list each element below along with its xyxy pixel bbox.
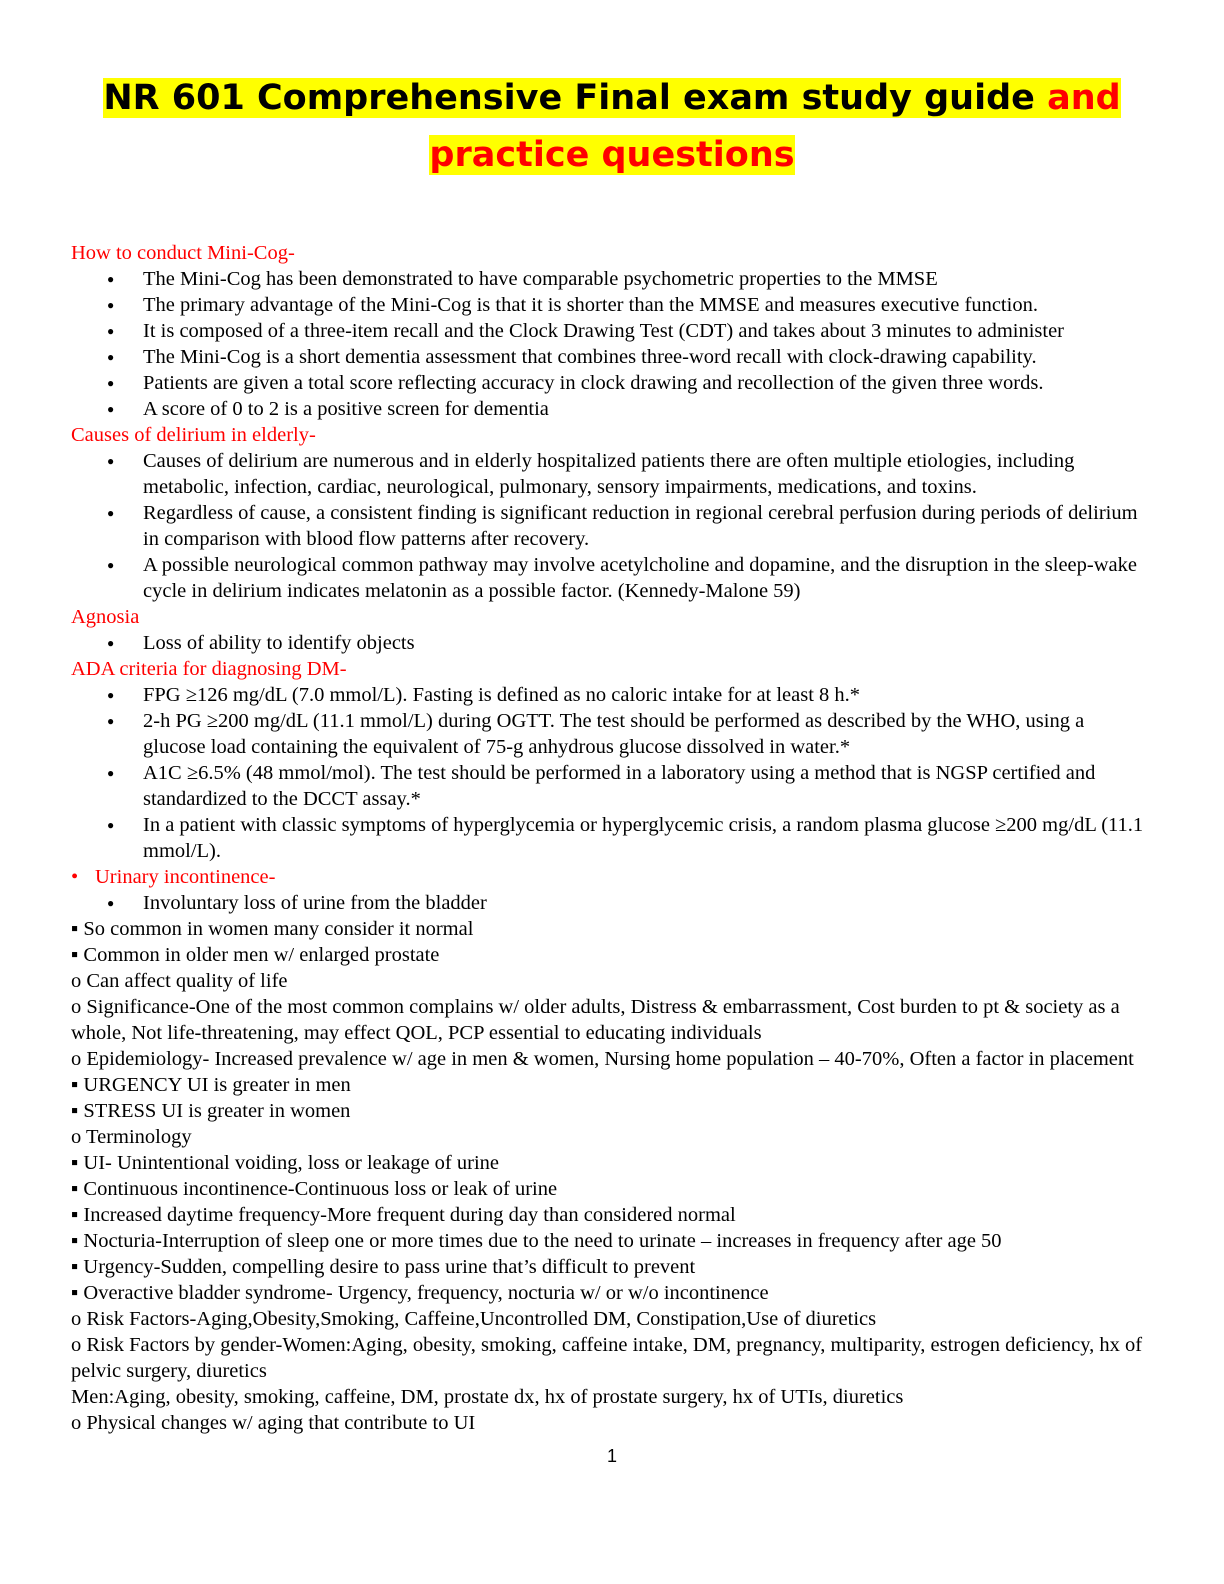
text-line: ▪ Continuous incontinence-Continuous loss or leak of urine bbox=[71, 1178, 558, 1200]
text-line: ▪ Overactive bladder syndrome- Urgency, frequency, nocturia w/ or w/o incontinence bbox=[71, 1282, 769, 1304]
document-title bbox=[0, 70, 1224, 184]
text-line: o Significance-One of the most common complains w/ older adults, Distress & embarrassment, Cost burden to pt & society as a whole, Not life-threatening, may effect QOL, PCP essential to educating individuals bbox=[71, 996, 1120, 1044]
list-item: ● The Mini-Cog is a short dementia assessment that combines three-word recall with clock-drawing capability. bbox=[71, 344, 1151, 370]
title-line-1 bbox=[0, 70, 1224, 127]
section-heading-urinary-incontinence: • Urinary incontinence- bbox=[71, 864, 1151, 890]
list-item: ● A1C ≥6.5% (48 mmol/mol). The test should be performed in a laboratory using a method that is NGSP certified and standardized to the DCCT assay.* bbox=[71, 760, 1151, 812]
title-accent-text-2: practice questions bbox=[429, 135, 795, 175]
list-item: ● 2-h PG ≥200 mg/dL (11.1 mmol/L) during OGTT. The test should be performed as described by the WHO, using a glucose load containing the equivalent of 75-g anhydrous glucose dissolved in water.* bbox=[71, 708, 1151, 760]
text-line: o Can affect quality of life bbox=[71, 970, 288, 992]
list-item: ● Involuntary loss of urine from the bladder bbox=[71, 890, 1151, 916]
section-heading-minicog: How to conduct Mini-Cog- bbox=[71, 242, 295, 264]
title-main-text: NR 601 Comprehensive Final exam study guide bbox=[103, 78, 1048, 118]
section-heading-ada: ADA criteria for diagnosing DM- bbox=[71, 658, 347, 680]
list-item: ● It is composed of a three-item recall and the Clock Drawing Test (CDT) and takes about 3 minutes to administer bbox=[71, 318, 1151, 344]
document-body bbox=[71, 240, 1151, 1436]
section-heading-delirium: Causes of delirium in elderly- bbox=[71, 424, 316, 446]
title-line-2 bbox=[0, 127, 1224, 184]
text-line: o Physical changes w/ aging that contribute to UI bbox=[71, 1412, 476, 1434]
list-item: ● Regardless of cause, a consistent finding is significant reduction in regional cerebral perfusion during periods of delirium in comparison with blood flow patterns after recovery. bbox=[71, 500, 1151, 552]
text-line: ▪ UI- Unintentional voiding, loss or leakage of urine bbox=[71, 1152, 499, 1174]
text-line: o Risk Factors by gender-Women:Aging, obesity, smoking, caffeine intake, DM, pregnancy, multiparity, estrogen deficiency, hx of pelvic surgery, diuretics bbox=[71, 1334, 1143, 1382]
list-item: ● Patients are given a total score reflecting accuracy in clock drawing and recollection of the given three words. bbox=[71, 370, 1151, 396]
text-line: ▪ Common in older men w/ enlarged prostate bbox=[71, 944, 440, 966]
text-line: ▪ URGENCY UI is greater in men bbox=[71, 1074, 351, 1096]
text-line: ▪ Increased daytime frequency-More frequent during day than considered normal bbox=[71, 1204, 736, 1226]
text-line: Men:Aging, obesity, smoking, caffeine, DM, prostate dx, hx of prostate surgery, hx of UTIs, diuretics bbox=[71, 1386, 904, 1408]
list-item: ● Loss of ability to identify objects bbox=[71, 630, 1151, 656]
list-item: ● A possible neurological common pathway may involve acetylcholine and dopamine, and the disruption in the sleep-wake cycle in delirium indicates melatonin as a possible factor. (Kennedy-Malone 59) bbox=[71, 552, 1151, 604]
list-item: ● Causes of delirium are numerous and in elderly hospitalized patients there are often multiple etiologies, including metabolic, infection, cardiac, neurological, pulmonary, sensory impairments, medications, and toxins. bbox=[71, 448, 1151, 500]
text-line: ▪ STRESS UI is greater in women bbox=[71, 1100, 351, 1122]
ada-list bbox=[71, 682, 1151, 864]
page-number: 1 bbox=[606, 1446, 617, 1466]
text-line: ▪ So common in women many consider it normal bbox=[71, 918, 474, 940]
agnosia-list bbox=[71, 630, 1151, 656]
text-line: o Epidemiology- Increased prevalence w/ age in men & women, Nursing home population – 40-70%, Often a factor in placement bbox=[71, 1048, 1134, 1070]
section-heading-agnosia: Agnosia bbox=[71, 606, 140, 628]
title-accent-text: and bbox=[1047, 78, 1121, 118]
text-line: ▪ Urgency-Sudden, compelling desire to pass urine that’s difficult to prevent bbox=[71, 1256, 696, 1278]
ui-list bbox=[71, 890, 1151, 916]
list-item: ● In a patient with classic symptoms of hyperglycemia or hyperglycemic crisis, a random plasma glucose ≥200 mg/dL (11.1 mmol/L). bbox=[71, 812, 1151, 864]
delirium-list bbox=[71, 448, 1151, 604]
list-item: ● FPG ≥126 mg/dL (7.0 mmol/L). Fasting is defined as no caloric intake for at least 8 h.* bbox=[71, 682, 1151, 708]
list-item: ● A score of 0 to 2 is a positive screen for dementia bbox=[71, 396, 1151, 422]
text-line: o Risk Factors-Aging,Obesity,Smoking, Caffeine,Uncontrolled DM, Constipation,Use of diuretics bbox=[71, 1308, 877, 1330]
list-item: ● The Mini-Cog has been demonstrated to have comparable psychometric properties to the MMSE bbox=[71, 266, 1151, 292]
text-line: o Terminology bbox=[71, 1126, 192, 1148]
minicog-list bbox=[71, 266, 1151, 422]
list-item: ● The primary advantage of the Mini-Cog is that it is shorter than the MMSE and measures executive function. bbox=[71, 292, 1151, 318]
text-line: ▪ Nocturia-Interruption of sleep one or more times due to the need to urinate – increases in frequency after age 50 bbox=[71, 1230, 1002, 1252]
